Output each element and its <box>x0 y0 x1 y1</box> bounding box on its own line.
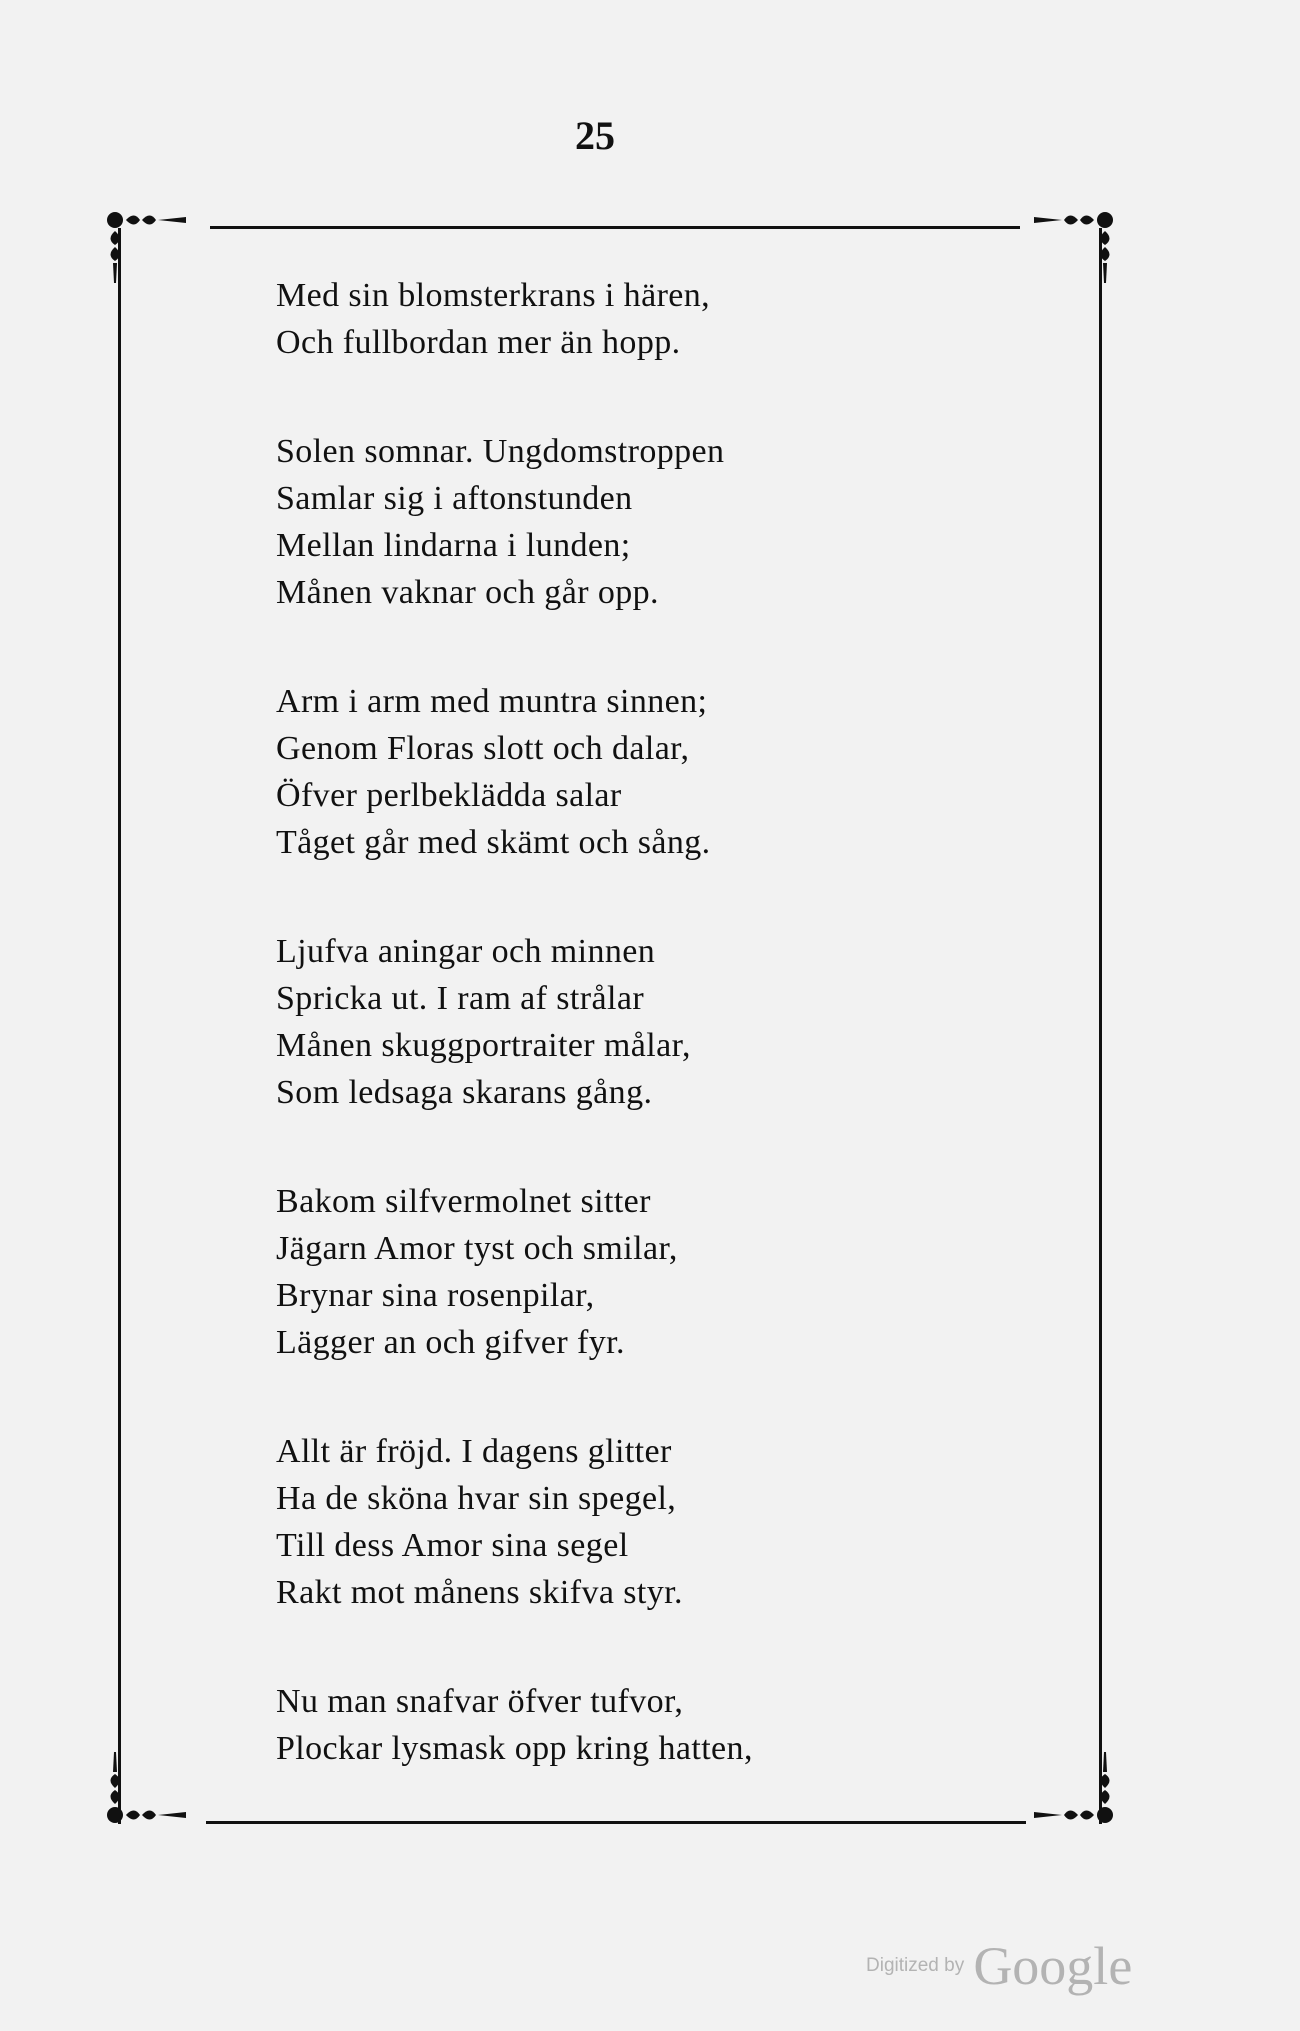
poem-line: Bakom silfvermolnet sitter <box>276 1183 651 1220</box>
poem-line: Solen somnar. Ungdomstroppen <box>276 433 725 470</box>
poem-line: Ljufva aningar och minnen <box>276 933 656 970</box>
poem-line: Allt är fröjd. I dagens glitter <box>276 1433 672 1470</box>
poem-line: Med sin blomsterkrans i hären, <box>276 277 711 314</box>
poem-line: Månen vaknar och går opp. <box>276 574 659 611</box>
poem-line: Ha de sköna hvar sin spegel, <box>276 1480 677 1517</box>
poem-body <box>276 272 976 1834</box>
stanza <box>276 1428 976 1616</box>
floral-corner-ornament-icon <box>100 1750 210 1830</box>
poem-line: Arm i arm med muntra sinnen; <box>276 683 708 720</box>
floral-corner-ornament-icon <box>1010 1750 1120 1830</box>
watermark-prefix: Digitized by <box>866 1955 965 1976</box>
top-rule <box>210 226 1020 229</box>
floral-corner-ornament-icon <box>100 205 210 285</box>
stanza <box>276 678 976 866</box>
poem-line: Öfver perlbeklädda salar <box>276 777 622 814</box>
stanza <box>276 428 976 616</box>
poem-line: Brynar sina rosenpilar, <box>276 1277 595 1314</box>
poem-line: Genom Floras slott och dalar, <box>276 730 690 767</box>
poem-line: Samlar sig i aftonstunden <box>276 480 633 517</box>
poem-line: Som ledsaga skarans gång. <box>276 1074 653 1111</box>
poem-line: Rakt mot månens skifva styr. <box>276 1574 683 1611</box>
stanza <box>276 1678 976 1772</box>
poem-line: Nu man snafvar öfver tufvor, <box>276 1683 684 1720</box>
poem-line: Mellan lindarna i lunden; <box>276 527 631 564</box>
floral-corner-ornament-icon <box>1010 205 1120 285</box>
google-logo: Google <box>973 1936 1133 1996</box>
poem-line: Plockar lysmask opp kring hatten, <box>276 1730 753 1767</box>
poem-line: Jägarn Amor tyst och smilar, <box>276 1230 678 1267</box>
stanza <box>276 1178 976 1366</box>
poem-line: Tåget går med skämt och sång. <box>276 824 711 861</box>
poem-line: Och fullbordan mer än hopp. <box>276 324 681 361</box>
stanza <box>276 928 976 1116</box>
poem-line: Spricka ut. I ram af strålar <box>276 980 645 1017</box>
page-number: 25 <box>575 113 615 158</box>
poem-line: Lägger an och gifver fyr. <box>276 1324 625 1361</box>
stanza <box>276 272 976 366</box>
poem-line: Månen skuggportraiter målar, <box>276 1027 691 1064</box>
poem-line: Till dess Amor sina segel <box>276 1527 629 1564</box>
digitized-by-watermark <box>866 1935 1132 1997</box>
